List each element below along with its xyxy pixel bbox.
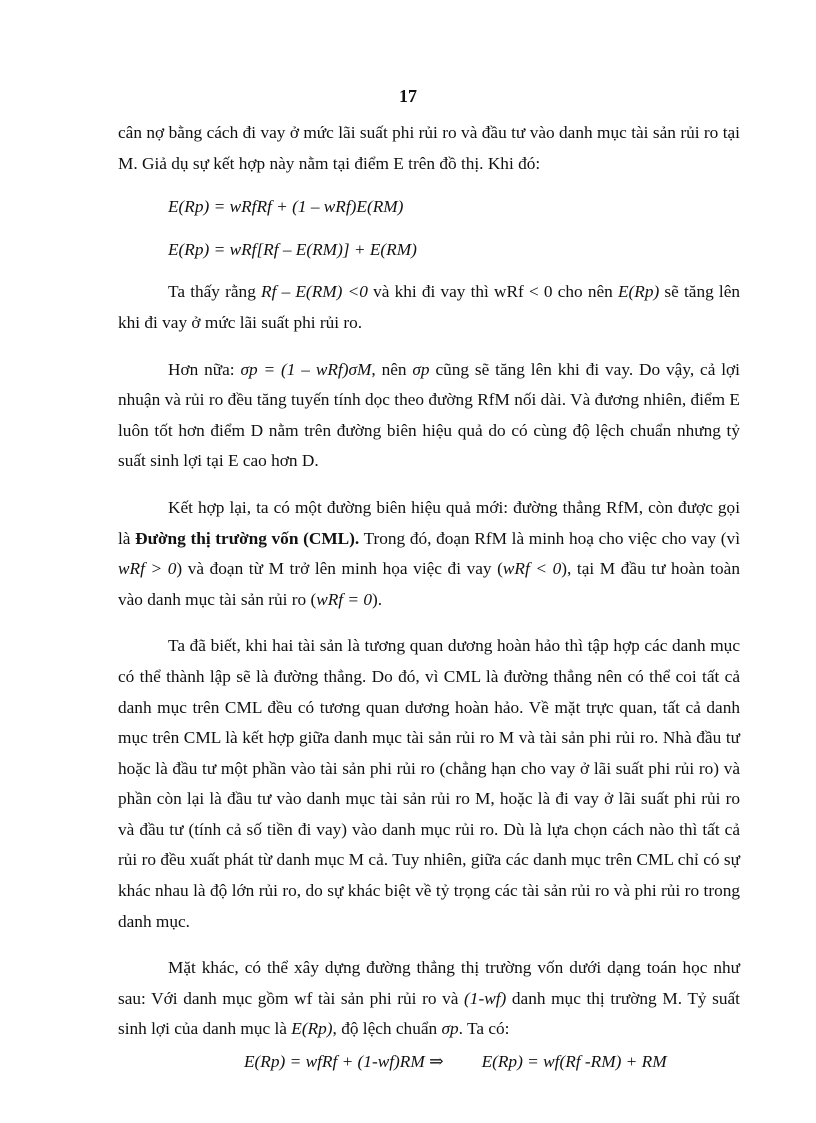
implies-symbol: ⇒ xyxy=(429,1052,444,1072)
math-expression: (1-wf) xyxy=(464,988,507,1008)
text-run: Ta thấy rằng xyxy=(168,282,256,302)
text-run: cũng sẽ tăng lên khi đi vay. Do vậy, cả lợi nhuận và rủi ro đều tăng tuyến tính dọc theo đường xyxy=(118,359,740,410)
text-run: Mặt khác, có thể xây dựng đường thẳng thị trường vốn dưới dạng toán học như sau: Với danh mục gồm xyxy=(118,958,740,1008)
text-run: , nên xyxy=(371,359,407,379)
paragraph-cml xyxy=(118,493,740,615)
math-symbol: RfM xyxy=(606,497,639,517)
equation-cml xyxy=(118,1047,740,1078)
math-symbol: RfM xyxy=(477,390,510,410)
math-expression: wRf < 0 xyxy=(502,559,562,579)
equation-text: E(Rp) = wRfRf + (1 – wRf)E(RM) xyxy=(168,197,404,217)
math-symbol: E(Rp) xyxy=(617,282,660,302)
text-run: ) và đoạn từ M trở lên minh họa việc đi vay ( xyxy=(176,559,503,579)
text-run: tài sản phi rủi ro và xyxy=(318,988,459,1008)
math-symbol: σp xyxy=(412,359,430,379)
text-run: nối dài. Và đương nhiên, điểm E luôn tốt hơn điểm D nằm trên đường biên hiệu quả do có cùng độ lệch chuẩn nhưng tỷ suất sinh lợi tại E cao hơn D. xyxy=(118,390,740,471)
equation-right: E(Rp) = wf(Rf -RM) + RM xyxy=(481,1052,667,1072)
text-run: < 0 cho nên xyxy=(528,282,613,302)
equation-left: E(Rp) = wfRf + (1-wf)RM xyxy=(244,1052,425,1072)
text-run: , còn được gọi là xyxy=(118,497,740,548)
math-expression: Rf – E(RM) <0 xyxy=(261,282,368,302)
math-symbol: E(Rp) xyxy=(291,1019,333,1039)
text-run: và khi đi vay thì xyxy=(373,282,489,302)
equation-text: E(Rp) = wRf[Rf – E(RM)] + E(RM) xyxy=(168,239,417,259)
bold-term: Đường thị trường vốn (CML). xyxy=(135,528,360,548)
equation-expected-return-2 xyxy=(118,235,740,266)
text-run: là minh hoạ cho việc cho vay (vì xyxy=(511,528,740,548)
math-symbol: RfM xyxy=(474,528,508,548)
text-run: Trong đó, đoạn xyxy=(363,528,470,548)
text-run: ). xyxy=(372,589,383,609)
text-run: Hơn nữa: xyxy=(168,359,235,379)
math-expression: wRf = 0 xyxy=(316,589,373,609)
paragraph-math-form xyxy=(118,953,740,1045)
math-symbol: wRf xyxy=(494,282,524,302)
text-run: , độ lệch chuẩn xyxy=(332,1019,438,1039)
text-run: sẽ tăng lên khi đi vay ở mức lãi suất phi rủi ro. xyxy=(118,282,741,332)
paragraph-borrowing: cân nợ bằng cách đi vay ở mức lãi suất phi rủi ro và đầu tư vào danh mục tài sản rủi ro tại M. Giả dụ sự kết hợp này nằm tại điểm E trên đồ thị. Khi đó: xyxy=(118,123,740,173)
math-symbol: σp xyxy=(441,1019,459,1039)
page-number: 17 xyxy=(399,86,417,106)
paragraph-correlation: Ta đã biết, khi hai tài sản là tương quan dương hoàn hảo thì tập hợp các danh mục có thể thành lập sẽ là đường thẳng. Do đó, vì CML là đường thẳng nên có thể coi tất cả danh mục trên CML đều có tương quan dương hoàn hảo. Về mặt trực quan, tất cả danh mục trên CML là kết hợp giữa danh mục tài sản rủi ro M và tài sản phi rủi ro. Nhà đầu tư hoặc là đầu tư một phần vào tài sản phi rủi ro (chẳng hạn cho vay ở lãi suất phi rủi ro) và phần còn lại là đầu tư vào danh mục tài sản rủi ro M, hoặc là đi vay ở lãi suất phi rủi ro và đầu tư (tính cả số tiền đi vay) vào danh mục rủi ro. Dù là lựa chọn cách nào thì tất cả rủi ro đều xuất phát từ danh mục M cả. Tuy nhiên, giữa các danh mục trên CML chỉ có sự khác nhau là độ lớn rủi ro, do sự khác biệt về tỷ trọng các tài sản rủi ro và phi rủi ro trong danh mục. xyxy=(118,636,740,931)
equation-expected-return-1 xyxy=(118,192,740,223)
math-expression: σp = (1 – wRf)σM xyxy=(240,359,372,379)
math-expression: wRf > 0 xyxy=(118,559,177,579)
text-run: ), tại M đầu tư hoàn toàn vào danh mục tài sản rủi ro ( xyxy=(118,559,740,609)
math-symbol: wf xyxy=(294,988,313,1008)
text-run: Kết hợp lại, ta có một đường biên hiệu quả mới: đường thẳng xyxy=(168,497,601,517)
body-text xyxy=(118,118,740,1078)
text-run: . Ta có: xyxy=(458,1019,510,1039)
text-run: danh mục thị trường M. Tỷ suất sinh lợi của danh mục là xyxy=(118,988,740,1039)
paragraph-risk xyxy=(118,355,740,477)
paragraph-increase xyxy=(118,277,740,338)
